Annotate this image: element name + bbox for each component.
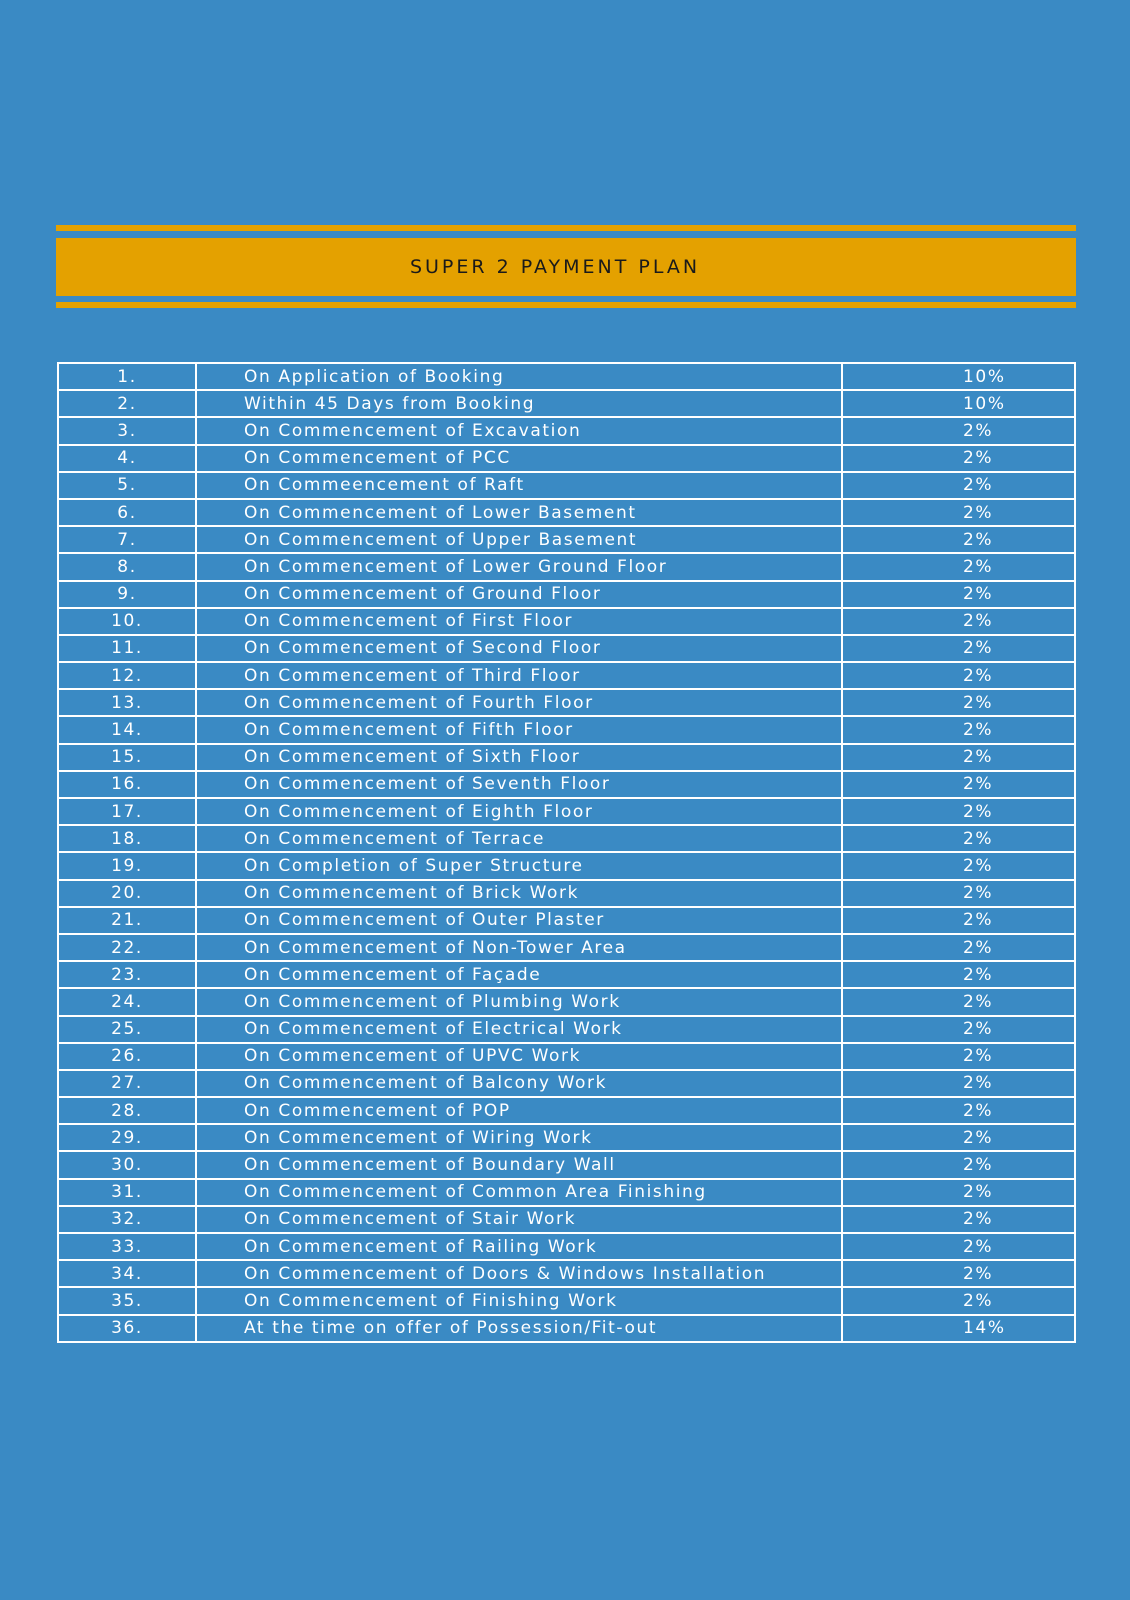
row-number: 23. — [58, 961, 196, 988]
row-number: 30. — [58, 1151, 196, 1178]
payment-stage: On Commencement of Common Area Finishing — [196, 1179, 842, 1206]
row-number: 17. — [58, 798, 196, 825]
payment-percent: 2% — [842, 1124, 1075, 1151]
table-row — [58, 689, 1075, 716]
row-number: 34. — [58, 1260, 196, 1287]
table-row — [58, 472, 1075, 499]
row-number: 36. — [58, 1315, 196, 1342]
payment-stage: On Completion of Super Structure — [196, 852, 842, 879]
row-number: 12. — [58, 662, 196, 689]
payment-percent: 2% — [842, 744, 1075, 771]
table-row — [58, 1070, 1075, 1097]
payment-percent: 2% — [842, 1070, 1075, 1097]
payment-percent: 2% — [842, 1287, 1075, 1314]
payment-stage: Within 45 Days from Booking — [196, 390, 842, 417]
payment-percent: 2% — [842, 1097, 1075, 1124]
payment-percent: 10% — [842, 390, 1075, 417]
table-row — [58, 1151, 1075, 1178]
payment-stage: On Commencement of Finishing Work — [196, 1287, 842, 1314]
table-row — [58, 1233, 1075, 1260]
payment-stage: On Commencement of Boundary Wall — [196, 1151, 842, 1178]
row-number: 26. — [58, 1043, 196, 1070]
payment-percent: 2% — [842, 880, 1075, 907]
row-number: 13. — [58, 689, 196, 716]
table-row — [58, 1097, 1075, 1124]
payment-percent: 2% — [842, 1151, 1075, 1178]
row-number: 18. — [58, 825, 196, 852]
row-number: 2. — [58, 390, 196, 417]
row-number: 25. — [58, 1016, 196, 1043]
payment-stage: On Commencement of UPVC Work — [196, 1043, 842, 1070]
page-title: SUPER 2 PAYMENT PLAN — [409, 256, 701, 278]
table-row — [58, 635, 1075, 662]
payment-stage: On Commencement of Façade — [196, 961, 842, 988]
payment-stage: On Commencement of Fourth Floor — [196, 689, 842, 716]
payment-stage: On Commencement of Eighth Floor — [196, 798, 842, 825]
payment-stage: On Commencement of Third Floor — [196, 662, 842, 689]
table-row — [58, 1124, 1075, 1151]
payment-stage: On Commencement of Balcony Work — [196, 1070, 842, 1097]
row-number: 24. — [58, 988, 196, 1015]
payment-percent: 2% — [842, 825, 1075, 852]
row-number: 22. — [58, 934, 196, 961]
payment-percent: 2% — [842, 553, 1075, 580]
payment-percent: 2% — [842, 1179, 1075, 1206]
row-number: 21. — [58, 907, 196, 934]
payment-stage: On Commencement of Seventh Floor — [196, 771, 842, 798]
table-row — [58, 1179, 1075, 1206]
row-number: 32. — [58, 1206, 196, 1233]
payment-stage: On Commencement of Wiring Work — [196, 1124, 842, 1151]
payment-stage: On Commencement of Non-Tower Area — [196, 934, 842, 961]
row-number: 27. — [58, 1070, 196, 1097]
payment-stage: On Commencement of Second Floor — [196, 635, 842, 662]
row-number: 15. — [58, 744, 196, 771]
table-row — [58, 934, 1075, 961]
table-row — [58, 716, 1075, 743]
payment-percent: 2% — [842, 852, 1075, 879]
table-row — [58, 390, 1075, 417]
payment-percent: 2% — [842, 417, 1075, 444]
table-row — [58, 907, 1075, 934]
payment-stage: On Commencement of Outer Plaster — [196, 907, 842, 934]
table-row — [58, 662, 1075, 689]
payment-percent: 2% — [842, 499, 1075, 526]
row-number: 29. — [58, 1124, 196, 1151]
payment-plan-table — [57, 362, 1076, 1343]
row-number: 1. — [58, 363, 196, 390]
payment-stage: On Commencement of Stair Work — [196, 1206, 842, 1233]
table-row — [58, 581, 1075, 608]
table-row — [58, 825, 1075, 852]
row-number: 4. — [58, 445, 196, 472]
payment-stage: On Commencement of Doors & Windows Installation — [196, 1260, 842, 1287]
row-number: 10. — [58, 608, 196, 635]
table-row — [58, 1016, 1075, 1043]
row-number: 28. — [58, 1097, 196, 1124]
row-number: 16. — [58, 771, 196, 798]
payment-stage: On Commencement of Brick Work — [196, 880, 842, 907]
payment-percent: 2% — [842, 445, 1075, 472]
payment-percent: 2% — [842, 472, 1075, 499]
table-row — [58, 771, 1075, 798]
payment-percent: 2% — [842, 716, 1075, 743]
payment-percent: 2% — [842, 662, 1075, 689]
payment-stage: On Commencement of Lower Ground Floor — [196, 553, 842, 580]
row-number: 20. — [58, 880, 196, 907]
banner-bottom-stripe — [56, 302, 1076, 308]
payment-percent: 2% — [842, 635, 1075, 662]
payment-percent: 2% — [842, 1043, 1075, 1070]
row-number: 19. — [58, 852, 196, 879]
payment-stage: On Commencement of First Floor — [196, 608, 842, 635]
row-number: 9. — [58, 581, 196, 608]
payment-percent: 2% — [842, 1260, 1075, 1287]
payment-percent: 2% — [842, 1016, 1075, 1043]
payment-stage: At the time on offer of Possession/Fit-out — [196, 1315, 842, 1342]
table-row — [58, 363, 1075, 390]
payment-stage: On Commeencement of Raft — [196, 472, 842, 499]
payment-percent: 2% — [842, 1233, 1075, 1260]
payment-stage: On Commencement of Excavation — [196, 417, 842, 444]
table-row — [58, 608, 1075, 635]
row-number: 8. — [58, 553, 196, 580]
table-row — [58, 798, 1075, 825]
payment-stage: On Commencement of POP — [196, 1097, 842, 1124]
payment-percent: 2% — [842, 798, 1075, 825]
table-row — [58, 553, 1075, 580]
payment-percent: 10% — [842, 363, 1075, 390]
payment-percent: 2% — [842, 689, 1075, 716]
table-row — [58, 880, 1075, 907]
payment-stage: On Commencement of Railing Work — [196, 1233, 842, 1260]
table-row — [58, 1260, 1075, 1287]
row-number: 5. — [58, 472, 196, 499]
payment-stage: On Commencement of Upper Basement — [196, 526, 842, 553]
table-row — [58, 744, 1075, 771]
payment-percent: 2% — [842, 608, 1075, 635]
row-number: 31. — [58, 1179, 196, 1206]
row-number: 14. — [58, 716, 196, 743]
table-row — [58, 852, 1075, 879]
payment-percent: 14% — [842, 1315, 1075, 1342]
payment-percent: 2% — [842, 1206, 1075, 1233]
table-row — [58, 526, 1075, 553]
payment-stage: On Commencement of Terrace — [196, 825, 842, 852]
table-row — [58, 961, 1075, 988]
payment-percent: 2% — [842, 961, 1075, 988]
banner-top-stripe — [56, 225, 1076, 231]
payment-stage: On Commencement of Sixth Floor — [196, 744, 842, 771]
table-row — [58, 1315, 1075, 1342]
payment-stage: On Commencement of PCC — [196, 445, 842, 472]
payment-plan-body — [58, 363, 1075, 1342]
payment-stage: On Commencement of Plumbing Work — [196, 988, 842, 1015]
table-row — [58, 988, 1075, 1015]
payment-percent: 2% — [842, 907, 1075, 934]
payment-percent: 2% — [842, 934, 1075, 961]
payment-percent: 2% — [842, 988, 1075, 1015]
row-number: 3. — [58, 417, 196, 444]
title-banner — [56, 238, 1076, 296]
row-number: 7. — [58, 526, 196, 553]
row-number: 11. — [58, 635, 196, 662]
row-number: 33. — [58, 1233, 196, 1260]
table-row — [58, 445, 1075, 472]
table-row — [58, 1043, 1075, 1070]
table-row — [58, 1206, 1075, 1233]
payment-stage: On Commencement of Lower Basement — [196, 499, 842, 526]
row-number: 35. — [58, 1287, 196, 1314]
table-row — [58, 1287, 1075, 1314]
table-row — [58, 499, 1075, 526]
row-number: 6. — [58, 499, 196, 526]
payment-percent: 2% — [842, 771, 1075, 798]
payment-percent: 2% — [842, 526, 1075, 553]
payment-stage: On Commencement of Fifth Floor — [196, 716, 842, 743]
table-row — [58, 417, 1075, 444]
payment-stage: On Commencement of Electrical Work — [196, 1016, 842, 1043]
payment-stage: On Commencement of Ground Floor — [196, 581, 842, 608]
payment-percent: 2% — [842, 581, 1075, 608]
payment-stage: On Application of Booking — [196, 363, 842, 390]
